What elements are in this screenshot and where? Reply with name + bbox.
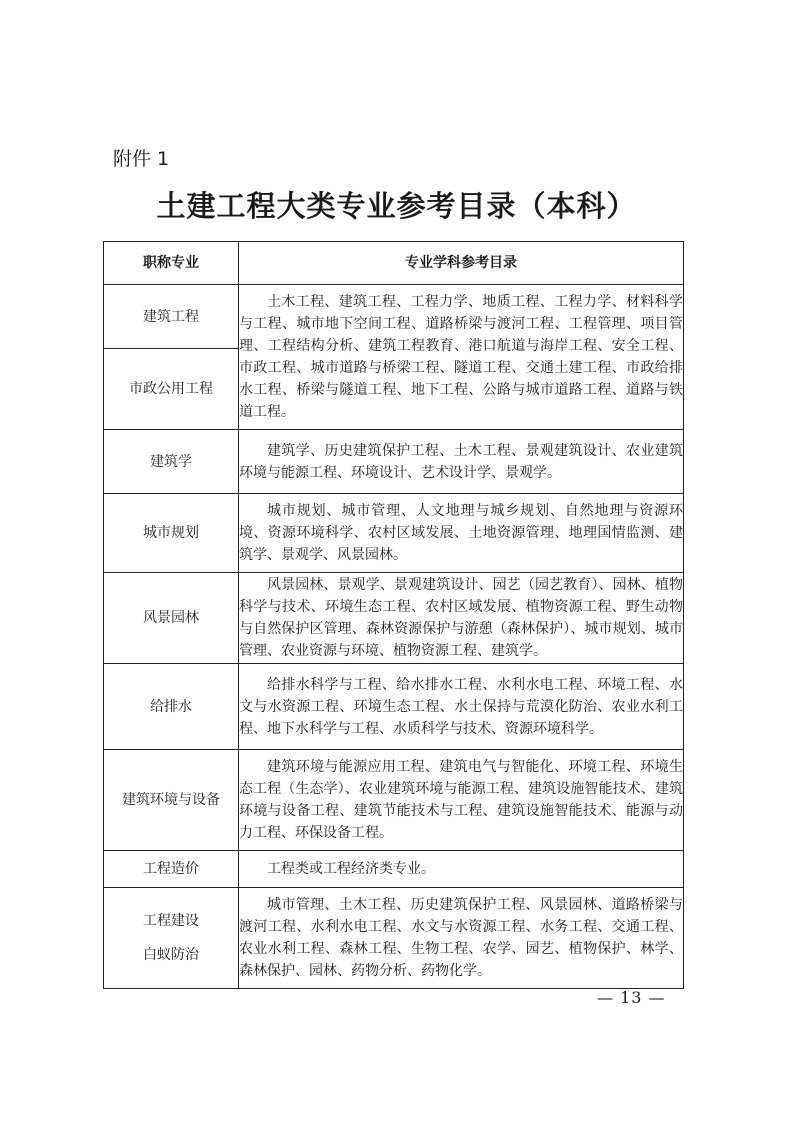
disciplines-cell: 工程类或工程经济类专业。 [239, 851, 684, 888]
major-cell [104, 888, 239, 989]
header-major: 职称专业 [104, 242, 239, 285]
disciplines-cell: 给排水科学与工程、给水排水工程、水利水电工程、环境工程、水文与水资源工程、环境生态工程、水土保持与荒漠化防治、农业水利工程、地下水科学与工程、水质科学与技术、资源环境科学。 [239, 664, 684, 750]
document-title: 土建工程大类专业参考目录（本科） [156, 189, 637, 223]
attachment-label: 附件 1 [113, 148, 170, 170]
major-cell: 风景园林 [104, 573, 239, 664]
major-cell: 建筑环境与设备 [104, 750, 239, 851]
table-row [104, 851, 684, 888]
major-cell: 给排水 [104, 664, 239, 750]
table-row [104, 430, 684, 494]
major-line: 工程建设 [143, 913, 199, 929]
major-cell: 建筑学 [104, 430, 239, 494]
disciplines-cell: 土木工程、建筑工程、工程力学、地质工程、工程力学、材料科学与工程、城市地下空间工程、道路桥梁与渡河工程、工程管理、项目管理、工程结构分析、建筑工程教育、港口航道与海岸工程、安全工程、市政工程、城市道路与桥梁工程、隧道工程、交通土建工程、市政给排水工程、桥梁与隧道工程、地下工程、公路与城市道路工程、道路与铁道工程。 [239, 285, 684, 430]
major-cell: 城市规划 [104, 494, 239, 573]
major-cell: 市政公用工程 [104, 349, 239, 430]
table-header-row [104, 242, 684, 285]
disciplines-cell: 建筑学、历史建筑保护工程、土木工程、景观建筑设计、农业建筑环境与能源工程、环境设计、艺术设计学、景观学。 [239, 430, 684, 494]
table-row [104, 285, 684, 349]
disciplines-cell: 城市管理、土木工程、历史建筑保护工程、风景园林、道路桥梁与渡河工程、水利水电工程、水文与水资源工程、水务工程、交通工程、农业水利工程、森林工程、生物工程、农学、园艺、植物保护、林学、森林保护、园林、药物分析、药物化学。 [239, 888, 684, 989]
major-cell: 建筑工程 [104, 285, 239, 349]
disciplines-cell: 建筑环境与能源应用工程、建筑电气与智能化、环境工程、环境生态工程（生态学）、农业建筑环境与能源工程、建筑设施智能技术、建筑环境与设备工程、建筑节能技术与工程、建筑设施智能技术、能源与动力工程、环保设备工程。 [239, 750, 684, 851]
table-row [104, 664, 684, 750]
major-line: 白蚁防治 [143, 947, 199, 963]
table-row [104, 888, 684, 989]
table-row [104, 573, 684, 664]
major-cell: 工程造价 [104, 851, 239, 888]
disciplines-cell: 城市规划、城市管理、人文地理与城乡规划、自然地理与资源环境、资源环境科学、农村区域发展、土地资源管理、地理国情监测、建筑学、景观学、风景园林。 [239, 494, 684, 573]
table-row [104, 750, 684, 851]
disciplines-cell: 风景园林、景观学、景观建筑设计、园艺（园艺教育）、园林、植物科学与技术、环境生态工程、农村区域发展、植物资源工程、野生动物与自然保护区管理、森林资源保护与游憩（森林保护）、城市规划、城市管理、农业资源与环境、植物资源工程、建筑学。 [239, 573, 684, 664]
page-number: — 13 — [597, 988, 666, 1007]
header-disciplines: 专业学科参考目录 [239, 242, 684, 285]
table-row [104, 494, 684, 573]
catalog-table [103, 241, 684, 989]
